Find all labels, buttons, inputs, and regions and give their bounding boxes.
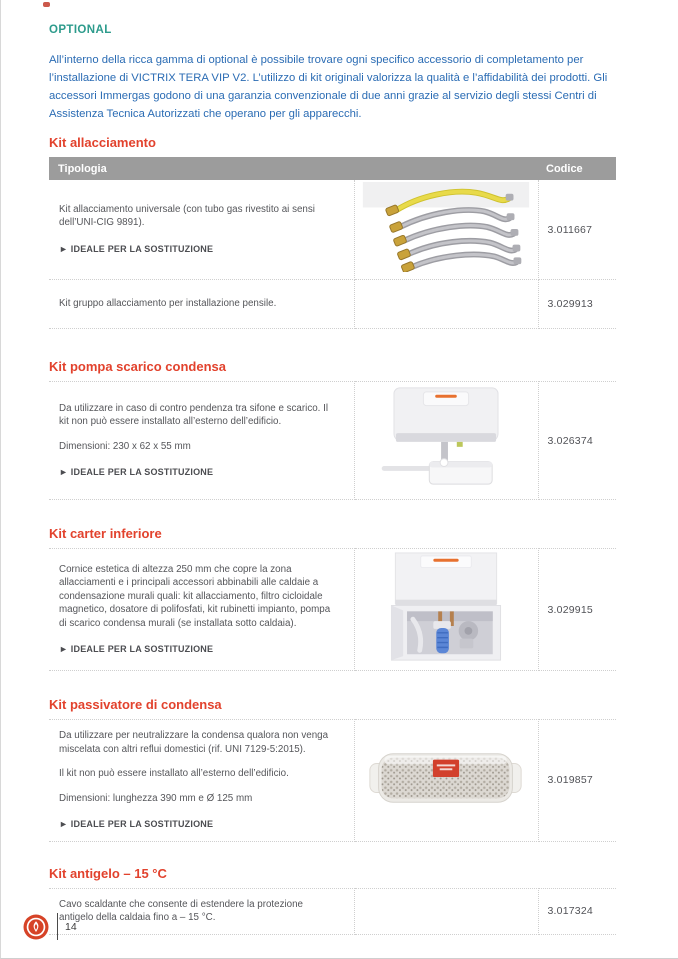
ideal-replacement-note: ► IDEALE PER LA SOSTITUZIONE bbox=[59, 243, 214, 254]
empty-photo-cell bbox=[354, 888, 538, 934]
lower-casing-product-image bbox=[376, 551, 516, 663]
intro-paragraph: All’interno della ricca gamma di optional è possibile trovare ogni specifico accessorio di completamento per l’installazione di VICTRIX TERA VIP V2. L’utilizzo di kit originali valorizza la qualità e l’affidabilità dei prodotti. Gli accessori Immergas godono di una garanzia convenzionale di due anni grazie al servizio degli stessi Centri di Assistenza Tecnica Autorizzati che operano per gli apparecchi. bbox=[49, 54, 608, 120]
page-footer bbox=[23, 913, 77, 940]
page-content bbox=[1, 0, 678, 935]
product-photo-cell bbox=[354, 382, 538, 500]
section-title-kit-passivatore: Kit passivatore di condensa bbox=[49, 697, 222, 712]
product-photo-cell bbox=[354, 720, 538, 842]
product-description-cell: Kit gruppo allacciamento per installazione pensile. bbox=[49, 280, 354, 329]
product-photo-cell bbox=[354, 180, 538, 280]
table-row bbox=[49, 888, 616, 934]
table-row bbox=[49, 382, 616, 500]
table-header-row bbox=[49, 157, 616, 180]
table-kit-pompa bbox=[49, 381, 616, 500]
product-description-cell: Cornice estetica di altezza 250 mm che copre la zona allacciamenti e i principali accessori abbinabili alle caldaie a condensazione murali quali: kit allacciamento, filtro cicloidale magnetico, dosatore di polifosfati, kit rubinetti impianto, pompa di scarico condensa murali (se installata sotto caldaia). ► IDEALE PER LA SOSTITUZIONE bbox=[49, 549, 354, 671]
column-header-tipologia: Tipologia bbox=[49, 157, 538, 180]
section-title-kit-antigelo: Kit antigelo – 15 °C bbox=[49, 865, 167, 881]
section-title-kit-carter: Kit carter inferiore bbox=[49, 526, 162, 541]
footer-divider bbox=[57, 913, 58, 940]
table-kit-carter bbox=[49, 548, 616, 671]
product-code: 3.026374 bbox=[538, 382, 616, 500]
table-row bbox=[49, 720, 616, 842]
ideal-replacement-note: ► IDEALE PER LA SOSTITUZIONE bbox=[59, 644, 214, 654]
table-row bbox=[49, 549, 616, 671]
product-description-cell: Da utilizzare in caso di contro pendenza tra sifone e scarico. Il kit non può essere installato all’esterno dell’edificio. Dimensioni: 230 x 62 x 55 mm ► IDEALE PER LA SOSTITUZIONE bbox=[49, 382, 354, 500]
table-row bbox=[49, 180, 616, 280]
product-code: 3.029913 bbox=[538, 280, 616, 329]
product-description-cell: Cavo scaldante che consente di estendere la protezione antigelo della caldaia fino a – 15 °C. bbox=[49, 888, 354, 934]
product-code: 3.029915 bbox=[538, 549, 616, 671]
table-row bbox=[49, 280, 616, 329]
page-kicker: OPTIONAL bbox=[49, 24, 112, 36]
empty-photo-cell bbox=[354, 280, 538, 329]
product-description-cell: Kit allacciamento universale (con tubo gas rivestito ai sensi dell’UNI-CIG 9891). ► IDEALE PER LA SOSTITUZIONE bbox=[49, 180, 354, 280]
column-header-codice: Codice bbox=[538, 157, 616, 180]
product-photo-cell bbox=[354, 549, 538, 671]
product-code: 3.011667 bbox=[538, 180, 616, 280]
condensate-pump-product-image bbox=[371, 384, 521, 492]
product-description-cell: Da utilizzare per neutralizzare la condensa qualora non venga miscelata con altri reflui domestici (rif. UNI 7129-5:2015). Il kit non può essere installato all’esterno dell’edificio. Dimensioni: lunghezza 390 mm e Ø 125 mm ► IDEALE PER LA SOSTITUZIONE bbox=[49, 720, 354, 842]
table-kit-antigelo bbox=[49, 888, 616, 935]
ideal-replacement-note: ► IDEALE PER LA SOSTITUZIONE bbox=[59, 467, 214, 477]
product-code: 3.019857 bbox=[538, 720, 616, 842]
section-title-kit-allacciamento: Kit allacciamento bbox=[49, 135, 156, 150]
table-kit-allacciamento bbox=[49, 157, 616, 329]
table-kit-passivatore bbox=[49, 719, 616, 842]
page-number: 14 bbox=[65, 920, 77, 933]
section-title-kit-pompa: Kit pompa scarico condensa bbox=[49, 359, 226, 374]
neutralizer-cartridge-product-image bbox=[366, 738, 526, 818]
gas-hoses-product-image bbox=[362, 182, 530, 272]
product-code: 3.017324 bbox=[538, 888, 616, 934]
ideal-replacement-note: ► IDEALE PER LA SOSTITUZIONE bbox=[59, 819, 214, 829]
immergas-logo-icon bbox=[23, 914, 49, 940]
page-corner-mark bbox=[43, 2, 50, 7]
